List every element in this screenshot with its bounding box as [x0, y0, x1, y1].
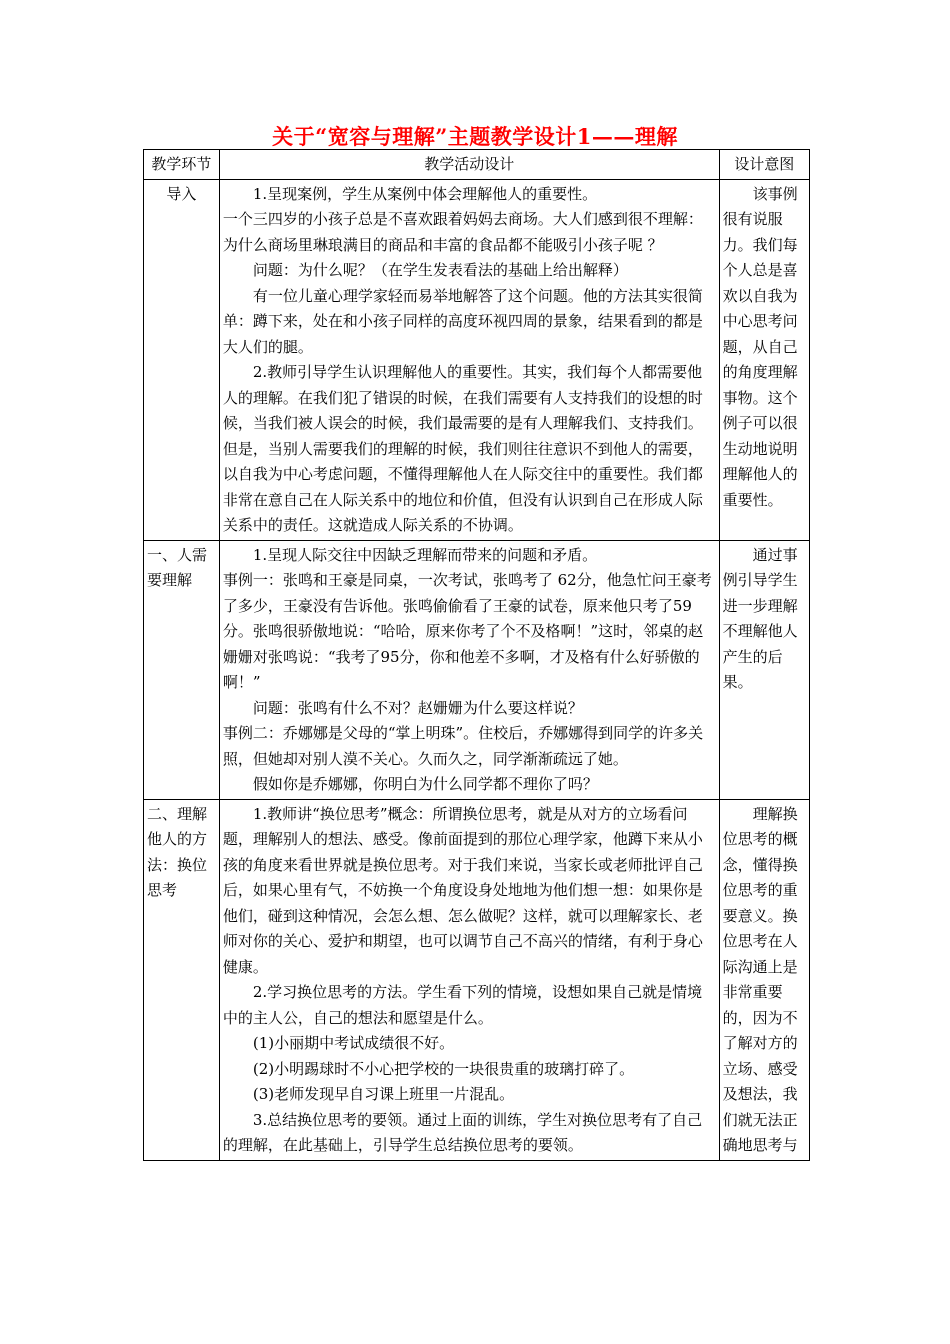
intent-cell [719, 799, 809, 1160]
table-row [144, 179, 810, 540]
section-cell: 二、理解他人的方法：换位思考 [144, 799, 220, 1160]
activity-paragraph: 问题：为什么呢？（在学生发表看法的基础上给出解释） [252, 261, 628, 279]
intent-text: 理解换位思考的概念，懂得换位思考的重要意义。换位思考在人际沟通上是非常重要的，因为不了解对方的立场、感受及想法，我们就无法正确地思考与 [722, 804, 798, 1154]
activity-cell [219, 799, 719, 1160]
table-row [144, 799, 810, 1160]
activity-paragraph: 假如你是乔娜娜，你明白为什么同学都不理你了吗？ [252, 775, 598, 793]
activity-paragraph: 1.呈现案例，学生从案例中体会理解他人的重要性。 [252, 184, 598, 203]
table-row [144, 540, 810, 799]
section-cell: 一、人需要理解 [144, 540, 220, 799]
activity-paragraph: 2.教师引导学生认识理解他人的重要性。其实，我们每个人都需要他人的理解。在我们犯了错误的时候，在我们需要有人支持我们的设想的时候，当我们被人误会的时候，我们最需要的是有人理解我们、支持我们。但是，当别人需要我们的理解的时候，我们则往往意识不到他人的需要，以自我为中心考虑问题，不懂得理解他人在人际交往中的重要性。我们都非常在意自己在人际关系中的地位和价值，但没有认识到自己在形成人际关系中的责任。这就造成人际关系的不协调。 [222, 363, 703, 534]
activity-paragraph: 问题：张鸣有什么不对？赵姗姗为什么要这样说？ [252, 698, 583, 717]
intent-text: 通过事例引导学生进一步理解不理解他人产生的后果。 [722, 545, 798, 691]
intent-cell [719, 540, 809, 799]
intent-cell [719, 179, 809, 540]
activity-paragraph: 3.总结换位思考的要领。通过上面的训练，学生对换位思考有了自己的理解，在此基础上，引导学生总结换位思考的要领。 [222, 1110, 703, 1154]
activity-paragraph: (3)老师发现早自习课上班里一片混乱。 [252, 1085, 515, 1103]
intent-text: 该事例很有说服力。我们每个人总是喜欢以自我为中心思考问题，从自己的角度理解事物。这个例子可以很生动地说明理解他人的重要性。 [722, 184, 798, 509]
activity-cell [219, 179, 719, 540]
table-header-row [144, 150, 810, 180]
header-section: 教学环节 [144, 150, 220, 180]
section-cell: 导入 [144, 179, 220, 540]
header-activity: 教学活动设计 [219, 150, 719, 180]
header-intent: 设计意图 [719, 150, 809, 180]
activity-cell [219, 540, 719, 799]
activity-paragraph: (1)小丽期中考试成绩很不好。 [252, 1034, 455, 1052]
activity-paragraph: 2.学习换位思考的方法。学生看下列的情境，设想如果自己就是情境中的主人公，自己的想法和愿望是什么。 [222, 983, 703, 1027]
activity-paragraph: (2)小明踢球时不小心把学校的一块很贵重的玻璃打碎了。 [252, 1059, 635, 1078]
activity-paragraph: 事例二：乔娜娜是父母的“掌上明珠”。住校后，乔娜娜得到同学的许多关照，但她却对别人漠不关心。久而久之，同学渐渐疏远了她。 [222, 724, 704, 768]
activity-paragraph: 有一位儿童心理学家轻而易举地解答了这个问题。他的方法其实很简单：蹲下来，处在和小孩子同样的高度环视四周的景象，结果看到的都是大人们的腿。 [222, 286, 703, 356]
activity-paragraph: 1.教师讲“换位思考”概念：所谓换位思考，就是从对方的立场看问题，理解别人的想法、感受。像前面提到的那位心理学家，他蹲下来从小孩的角度来看世界就是换位思考。对于我们来说，当家长或老师批评自己后，如果心里有气，不妨换一个角度设身处地地为他们想一想：如果你是他们，碰到这种情况，会怎么想、怎么做呢？这样，就可以理解家长、老师对你的关心、爱护和期望，也可以调节自己不高兴的情绪，有利于身心健康。 [222, 804, 703, 976]
lesson-plan-table [143, 149, 810, 1161]
activity-paragraph: 事例一：张鸣和王豪是同桌，一次考试，张鸣考了 62分，他急忙问王豪考了多少，王豪没有告诉他。张鸣偷偷看了王豪的试卷，原来他只考了59分。张鸣很骄傲地说：“哈哈，原来你考了个不及格啊！”这时，邻桌的赵姗姗对张鸣说：“我考了95分，你和他差不多啊，才及格有什么好骄傲的啊！” [222, 571, 712, 691]
activity-paragraph: 一个三四岁的小孩子总是不喜欢跟着妈妈去商场。大人们感到很不理解：为什么商场里琳琅满目的商品和丰富的食品都不能吸引小孩子呢 ？ [222, 210, 703, 254]
document-title: 关于“宽容与理解”主题教学设计1——理解 [272, 124, 678, 149]
activity-paragraph: 1.呈现人际交往中因缺乏理解而带来的问题和矛盾。 [252, 545, 598, 564]
